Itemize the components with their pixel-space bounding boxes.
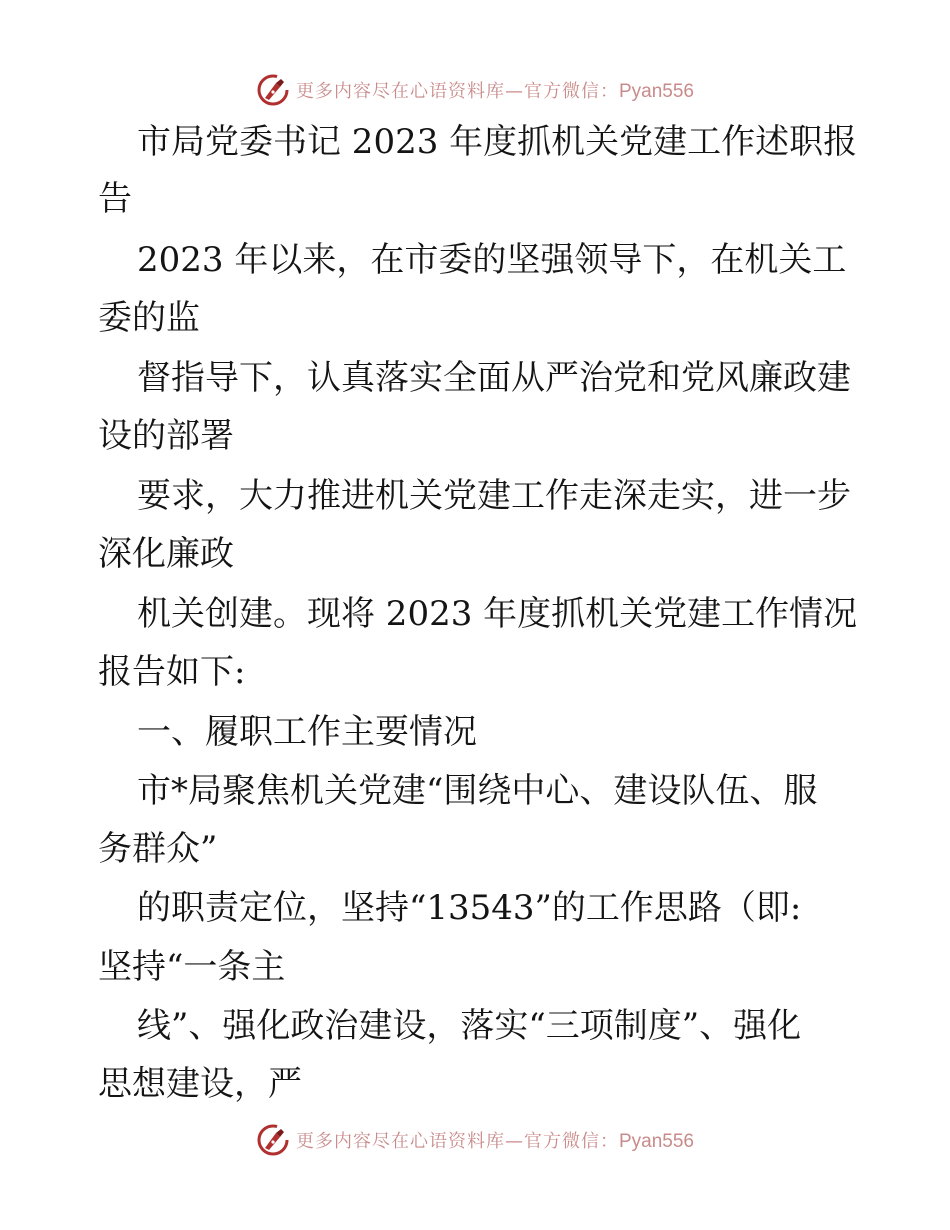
watermark-text (296, 77, 694, 103)
paragraph-line: 线”、强化政治建设，落实“三项制度”、强化 (137, 1006, 802, 1046)
watermark-wechat-id: Pyan556 (618, 1131, 694, 1152)
doc-title-line-1: 市局党委书记 2023 年度抓机关党建工作述职报 (137, 122, 858, 162)
paragraph-line: 要求，大力推进机关党建工作走深走实，进一步 (137, 476, 851, 516)
header-watermark-banner (0, 70, 950, 110)
paragraph-line: 委的监 (98, 298, 200, 338)
pen-nib-logo-icon (256, 1123, 290, 1157)
watermark-text-cn: 更多内容尽在心语资料库—官方微信： (295, 81, 619, 102)
doc-title-line-2: 告 (98, 179, 132, 219)
paragraph-line: 坚持“一条主 (98, 947, 286, 987)
paragraph-line: 机关创建。现将 2023 年度抓机关党建工作情况 (137, 594, 858, 634)
paragraph-line: 督指导下，认真落实全面从严治党和党风廉政建 (137, 358, 851, 398)
pen-nib-logo-icon (256, 73, 290, 107)
paragraph-line: 思想建设，严 (98, 1064, 302, 1104)
paragraph-line: 务群众” (98, 829, 218, 869)
paragraph-line: 设的部署 (98, 416, 234, 456)
paragraph-line: 深化廉政 (98, 534, 234, 574)
paragraph-line: 的职责定位，坚持“13543”的工作思路（即: (137, 888, 802, 928)
paragraph-line: 市*局聚焦机关党建“围绕中心、建设队伍、服 (137, 771, 818, 811)
section-heading: 一、履职工作主要情况 (137, 712, 477, 752)
watermark-text-cn: 更多内容尽在心语资料库—官方微信： (295, 1131, 619, 1152)
watermark-wechat-id: Pyan556 (618, 81, 694, 102)
paragraph-line: 2023 年以来，在市委的坚强领导下，在机关工 (137, 240, 847, 280)
footer-watermark-banner (0, 1120, 950, 1160)
paragraph-line: 报告如下: (98, 652, 246, 692)
watermark-text (296, 1127, 694, 1153)
